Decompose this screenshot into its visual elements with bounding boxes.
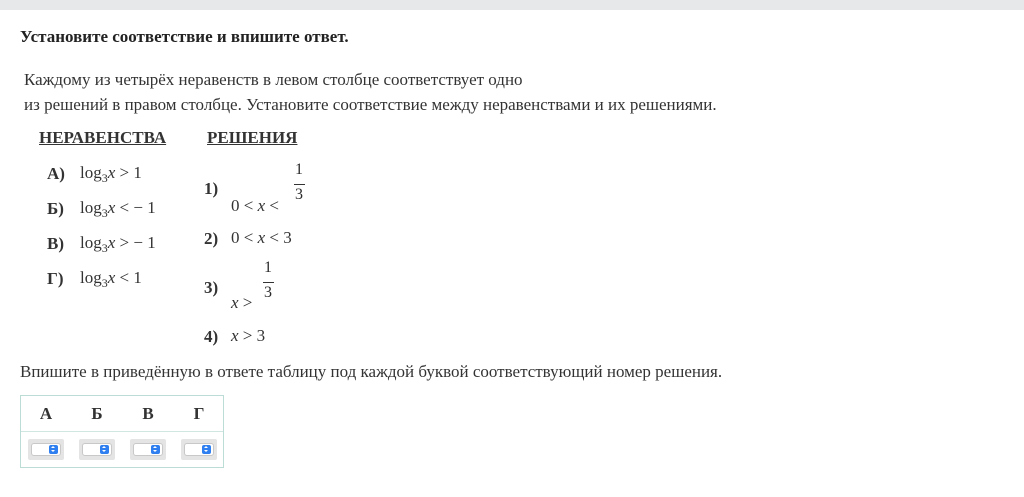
answer-column-a: А [39, 404, 53, 423]
solutions-header: РЕШЕНИЯ [207, 128, 298, 147]
solution-1-fraction-denominator: 3 [295, 186, 303, 203]
inequality-b-label: Б) [47, 199, 64, 218]
solution-4: x > 3 [231, 326, 266, 345]
top-bar [0, 0, 1024, 10]
solution-1-fraction-numerator: 1 [295, 161, 303, 178]
inequality-v: $\log_3x$ > − 1 [80, 233, 156, 255]
solution-1: 0 < x < [231, 196, 279, 215]
answer-column-v: В [142, 404, 154, 423]
solution-4-label: 4) [204, 327, 219, 346]
task-intro-line-1: Каждому из четырёх неравенств в левом столбце соответствует одно [24, 70, 523, 89]
inequality-a-label: А) [47, 164, 65, 183]
inequality-b: $\log_3x$ < − 1 [80, 198, 156, 220]
inequality-g: $\log_3x < 1$ [80, 268, 142, 290]
inequality-g-label: Г) [47, 269, 64, 288]
solution-3-fraction-numerator: 1 [264, 259, 272, 276]
answer-cell-a [28, 439, 64, 460]
inequalities-header: НЕРАВЕНСТВА [39, 128, 167, 147]
answer-column-g: Г [193, 404, 205, 423]
answer-select-g[interactable] [184, 443, 214, 456]
answer-cell-v [130, 439, 166, 460]
answer-instruction: Впишите в приведённую в ответе таблицу под каждой буквой соответствующий номер решения. [20, 362, 723, 381]
answer-table [20, 395, 224, 468]
inequality-a: $\log_3x > 1$ [80, 163, 142, 185]
select-arrows-icon [202, 445, 211, 454]
answer-cell-g [181, 439, 217, 460]
answer-select-b[interactable] [82, 443, 112, 456]
select-arrows-icon [151, 445, 160, 454]
inequality-v-label: В) [47, 234, 64, 253]
solution-1-fraction-bar [294, 184, 305, 185]
answer-column-b: Б [91, 404, 103, 423]
select-arrows-icon [49, 445, 58, 454]
task-heading: Установите соответствие и впишите ответ. [20, 27, 349, 46]
answer-cell-b [79, 439, 115, 460]
task-intro-line-2: из решений в правом столбце. Установите соответствие между неравенствами и их решениями. [24, 95, 717, 114]
select-arrows-icon [100, 445, 109, 454]
answer-select-a[interactable] [31, 443, 61, 456]
solution-3: x > [231, 293, 253, 312]
solution-3-fraction-bar [263, 282, 274, 283]
solution-2: 0 < x < 3 [231, 228, 292, 247]
solution-3-fraction-denominator: 3 [264, 284, 272, 301]
solution-3-label: 3) [204, 278, 219, 297]
solution-1-label: 1) [204, 179, 219, 198]
answer-select-v[interactable] [133, 443, 163, 456]
solution-2-label: 2) [204, 229, 219, 248]
answer-table-divider [21, 431, 223, 432]
